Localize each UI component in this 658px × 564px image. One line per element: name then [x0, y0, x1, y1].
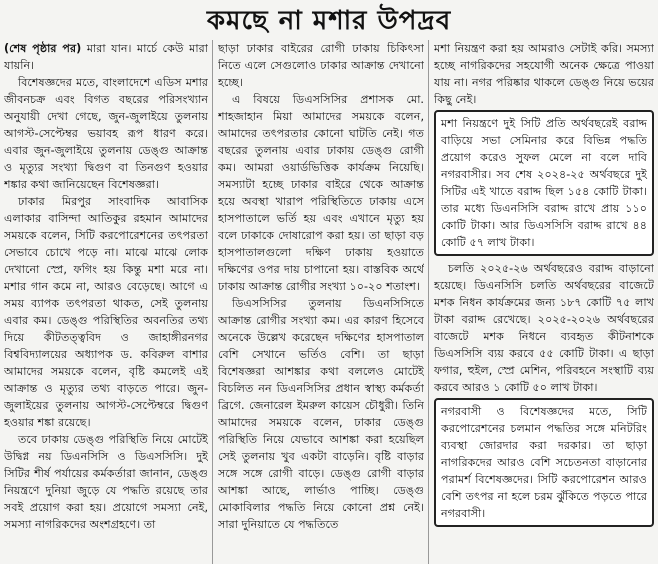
paragraph: ঢাকার মিরপুর সাংবাদিক আবাসিক এলাকার বাসিন্দা আতিকুর রহমান আমাদের সময়কে বলেন, সিটি করপোরেশনের তৎপরতা সেভাবে চোখে পড়ে না। মাঝে মাঝে লোক দেখানো স্প্রে, ফগিং হয় কিন্তু মশা মরে না। মশার গান কমে না, আরও বেড়েছে। আগে এ সময় ব্যাপক তৎপরতা থাকত, সেই তুলনায় এবার কম। ডেঙ্গু পরিস্থিতির অবনতির তথ্য দিয়ে কীটতত্ত্ববিদ ও জাহাঙ্গীরনগর বিশ্ববিদ্যালয়ের অধ্যাপক ড. কবিরুল বাশার আমাদের সময়কে বলেন, বৃষ্টি কমলেই এই আক্রান্ত ও মৃত্যুর তথ্য বাড়তে পারে। জুন-জুলাইয়ের তুলনায় আগস্ট-সেপ্টেম্বরে দ্বিগুণ হওয়ার শঙ্কা রয়েছে। — [4, 195, 208, 429]
highlight-box — [434, 398, 654, 527]
paragraph: নগরবাসী ও বিশেষজ্ঞদের মতে, সিটি করপোরেশনের চলমান পদ্ধতির সঙ্গে মনিটরিং ব্যবস্থা জোরদার করা দরকার। তা ছাড়া নাগরিকদের আরও বেশি সচেতনতা বাড়ানোর পরামর্শ বিশেষজ্ঞদের। সিটি করপোরেশন আরও বেশি তৎপর না হলে চরম ঝুঁকিতে পড়তে পারে নগরবাসী। — [441, 405, 647, 520]
paragraph: এ বিষয়ে ডিএসসিসির প্রশাসক মো. শাহজাহান মিয়া আমাদের সময়কে বলেন, আমাদের তৎপরতার কোনো ঘাটতি নেই। গত বছরের তুলনায় এবার ঢাকায় ডেঙ্গু রোগী কম। আমরা ওয়ার্ডভিত্তিক কার্যক্রম নিয়েছি। সমস্যাটা হচ্ছে ঢাকার বাইরে থেকে আক্রান্ত হয়ে অবস্থা খারাপ পরিস্থিতিতে ঢাকায় এসে হাসপাতালে ভর্তি হয় এবং এখানে মৃত্যু হয় বলে ঢাকাকে দোষারোপ করা হয়। তা ছাড়া বড় হাসপাতালগুলো দক্ষিণ ঢাকায় হওয়াতে দক্ষিণের ওপর দায় চাপানো হয়। বাস্তবিক অর্থে ঢাকায় আক্রান্ত রোগীর সংখ্যা ১০-২০ শতাংশ। — [218, 93, 424, 293]
headline: কমছে না মশার উপদ্রব — [206, 6, 452, 36]
column-1 — [4, 40, 208, 564]
column-3 — [434, 40, 654, 564]
paragraph: চলতি ২০২৫-২৬ অর্থবছরেও বরাদ্দ বাড়ানো হয়েছে। ডিএনসিসি চলতি অর্থবছরের বাজেটে মশক নিধন কার্যক্রমের জন্য ১৮৭ কোটি ৭৫ লাখ টাকা বরাদ্দ রেখেছে। ২০২৫-২০২৬ অর্থবছরের বাজেটে মশক নিধনে ব্যবহৃত কীটনাশকে ডিএসসিসি ব্যয় করবে ৫৫ কোটি টাকা। এ ছাড়া ফগার, হুইল, স্প্রে মেশিন, পরিবহনে সংস্থাটি ব্যয় করবে আরও ১ কোটি ৫০ লাখ টাকা। — [434, 262, 654, 394]
column-divider — [428, 40, 429, 564]
column-divider — [212, 40, 213, 564]
continued-label: (শেষ পৃষ্ঠার পর) — [4, 42, 82, 55]
paragraph — [4, 40, 208, 74]
paragraph: মশা নিয়ন্ত্রণে দুই সিটি প্রতি অর্থবছরেই বরাদ্দ বাড়িয়ে সভা সেমিনার করে বিভিন্ন পদ্ধতি প্রয়োগ করেও সুফল মেলে না বলে দাবি নগরবাসীর। সব শেষ ২০২৪-২৫ অর্থবছরে দুই সিটির এই খাতে বরাদ্দ ছিল ১৫৪ কোটি টাকা। তার মধ্যে ডিএনসিসি বরাদ্দ রাখে প্রায় ১১০ কোটি টাকা। আর ডিএসসিসি বরাদ্দ রাখে ৪৪ কোটি ৫৭ লাখ টাকা। — [441, 117, 647, 249]
paragraph: ডিএসসিসির তুলনায় ডিএনসিসিতে আক্রান্ত রোগীর সংখ্যা কম। এর কারণ হিসেবে অনেকে উল্লেখ করেছেন দক্ষিণের হাসপাতাল বেশি সেখানে ভর্তিও বেশি। তা ছাড়া বিশেষজ্ঞরা আশঙ্কার কথা বললেও মোটেই বিচলিত নন ডিএনসিসির প্রধান স্বাস্থ্য কর্মকর্তা ব্রিগে. জেনারেল ইমরুল কায়েস চৌধুরী। তিনি আমাদের সময়কে বলেন, ঢাকার ডেঙ্গু পরিস্থিতি নিয়ে যেভাবে আশঙ্কা করা হয়েছিল সেই তুলনায় খুব একটা বাড়েনি। বৃষ্টি বাড়ার সঙ্গে সঙ্গে রোগী বাড়ে। ডেঙ্গু রোগী বাড়ার আশঙ্কা আছে, লার্ভাও পাচ্ছি। ডেঙ্গু মোকাবিলার পদ্ধতি নিয়ে কোনো প্রশ্ন নেই। সারা দুনিয়াতে যে পদ্ধতিতে — [218, 297, 424, 531]
highlight-box — [434, 110, 654, 256]
column-2 — [218, 40, 424, 564]
paragraph: ছাড়া ঢাকার বাইরের রোগী ঢাকায় চিকিৎসা নিতে এলে সেগুলোও ঢাকার আক্রান্ত দেখানো হচ্ছে। — [218, 42, 424, 89]
article-columns — [4, 40, 654, 564]
paragraph: মশা নিয়ন্ত্রণ করা হয় আমরাও সেটাই করি। সমস্যা হচ্ছে নাগরিকদের সহযোগী অনেক ক্ষেত্রে পাওয়া যায় না। নগর পরিষ্কার থাকলে ডেঙ্গু নিয়ে ভয়ের কিছু নেই। — [434, 42, 654, 106]
paragraph-text: মারা যান। মার্চে কেউ মারা যায়নি। — [4, 42, 208, 72]
paragraph: বিশেষজ্ঞদের মতে, বাংলাদেশে এডিস মশার জীবনচক্র এবং বিগত বছরের পরিসংখ্যান অনুযায়ী দেখা গেছে, জুন-জুলাইয়ে তুলনায় আগস্ট-সেপ্টেম্বর ভয়াবহ রূপ ধারণ করে। এবার জুন-জুলাইয়ে তুলনায় ডেঙ্গু আক্রান্ত ও মৃত্যুর সংখ্যা দ্বিগুণ বা তিনগুণ হওয়ার শঙ্কার কথা জানিয়েছেন বিশেষজ্ঞরা। — [4, 76, 208, 191]
paragraph: তবে ঢাকায় ডেঙ্গু পরিস্থিতি নিয়ে মোটেই উদ্বিগ্ন নয় ডিএনসিসি ও ডিএসসিসি। দুই সিটির শীর্ষ পর্যায়ের কর্মকর্তারা জানান, ডেঙ্গু নিয়ন্ত্রণে দুনিয়া জুড়ে যে পদ্ধতি রয়েছে তার সবই প্রয়োগ করা হয়। প্রয়োগে সমস্যা নেই, সমস্যা নাগরিকদের অংশগ্রহণে। তা — [4, 433, 208, 531]
